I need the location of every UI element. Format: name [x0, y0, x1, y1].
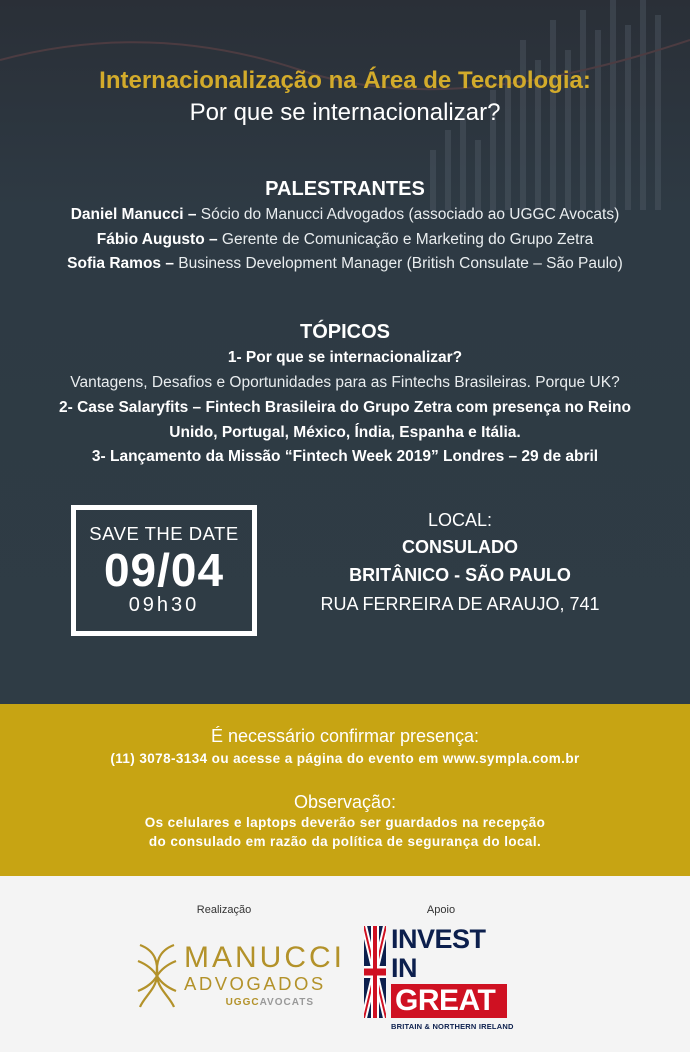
apoio-label: Apoio — [426, 904, 456, 916]
uggc-part1: UGGC — [225, 997, 260, 1008]
event-title: Internacionalização na Área de Tecnologia: — [99, 67, 591, 94]
manucci-emblem-icon — [136, 941, 178, 1011]
save-the-date-label: SAVE THE DATE — [89, 523, 239, 544]
event-time: 09h30 — [128, 594, 200, 616]
topic-line: Unido, Portugal, México, Índia, Espanha e Itália. — [169, 424, 521, 441]
event-date: 09/04 — [103, 544, 225, 596]
manucci-sub: ADVOGADOS — [184, 973, 326, 994]
event-subtitle: Por que se internacionalizar? — [189, 99, 501, 126]
uggc-part2: AVOCATS — [259, 997, 314, 1008]
speaker-name: Sofia Ramos – — [67, 255, 174, 272]
uggc-label — [184, 997, 314, 1008]
invest-text: INVEST — [391, 924, 486, 954]
topic-line: Vantagens, Desafios e Oportunidades para as Fintechs Brasileiras. Porque UK? — [70, 374, 620, 391]
speaker-line — [0, 228, 690, 252]
speaker-name: Fábio Augusto – — [96, 231, 218, 248]
realizacao-label: Realização — [196, 904, 252, 916]
great-text: GREAT — [391, 984, 507, 1018]
note-line1: Os celulares e laptops deverão ser guardados na recepção — [144, 815, 546, 830]
speaker-name: Daniel Manucci – — [70, 206, 197, 223]
location-address: RUA FERREIRA DE ARAUJO, 741 — [320, 594, 600, 614]
location-line1: CONSULADO — [402, 537, 518, 557]
rsvp-text: (11) 3078-3134 ou acesse a página do evento em www.sympla.com.br — [110, 751, 580, 766]
manucci-logo — [136, 941, 345, 1016]
speakers-heading: PALESTRANTES — [265, 178, 425, 200]
speaker-role: Business Development Manager (British Consulate – São Paulo) — [173, 255, 623, 272]
invest-in-great-logo — [364, 924, 514, 1034]
topic-line: 1- Por que se internacionalizar? — [227, 349, 463, 366]
rsvp-band — [0, 704, 690, 876]
rsvp-heading: É necessário confirmar presença: — [210, 726, 480, 746]
note-heading: Observação: — [293, 792, 397, 812]
topics-heading: TÓPICOS — [299, 321, 390, 343]
speaker-line — [0, 203, 690, 227]
speaker-role: Sócio do Manucci Advogados (associado ao UGGC Avocats) — [196, 206, 620, 223]
topic-line: 3- Lançamento da Missão “Fintech Week 2019” Londres – 29 de abril — [91, 448, 599, 465]
note-line2: do consulado em razão da política de segurança do local. — [148, 834, 542, 849]
speaker-line — [0, 252, 690, 276]
manucci-name: MANUCCI — [184, 941, 345, 974]
sponsors-footer — [0, 876, 690, 1052]
in-text: IN — [391, 953, 417, 983]
speaker-role: Gerente de Comunicação e Marketing do Grupo Zetra — [217, 231, 594, 248]
location-label: LOCAL: — [427, 510, 493, 530]
topic-line: 2- Case Salaryfits – Fintech Brasileira do Grupo Zetra com presença no Reino — [59, 399, 631, 416]
union-jack-flag-icon — [364, 926, 386, 1018]
britain-ni-text: BRITAIN & NORTHERN IRELAND — [391, 1022, 514, 1031]
save-the-date-box — [71, 505, 257, 636]
location-line2: BRITÂNICO - SÃO PAULO — [349, 565, 571, 585]
